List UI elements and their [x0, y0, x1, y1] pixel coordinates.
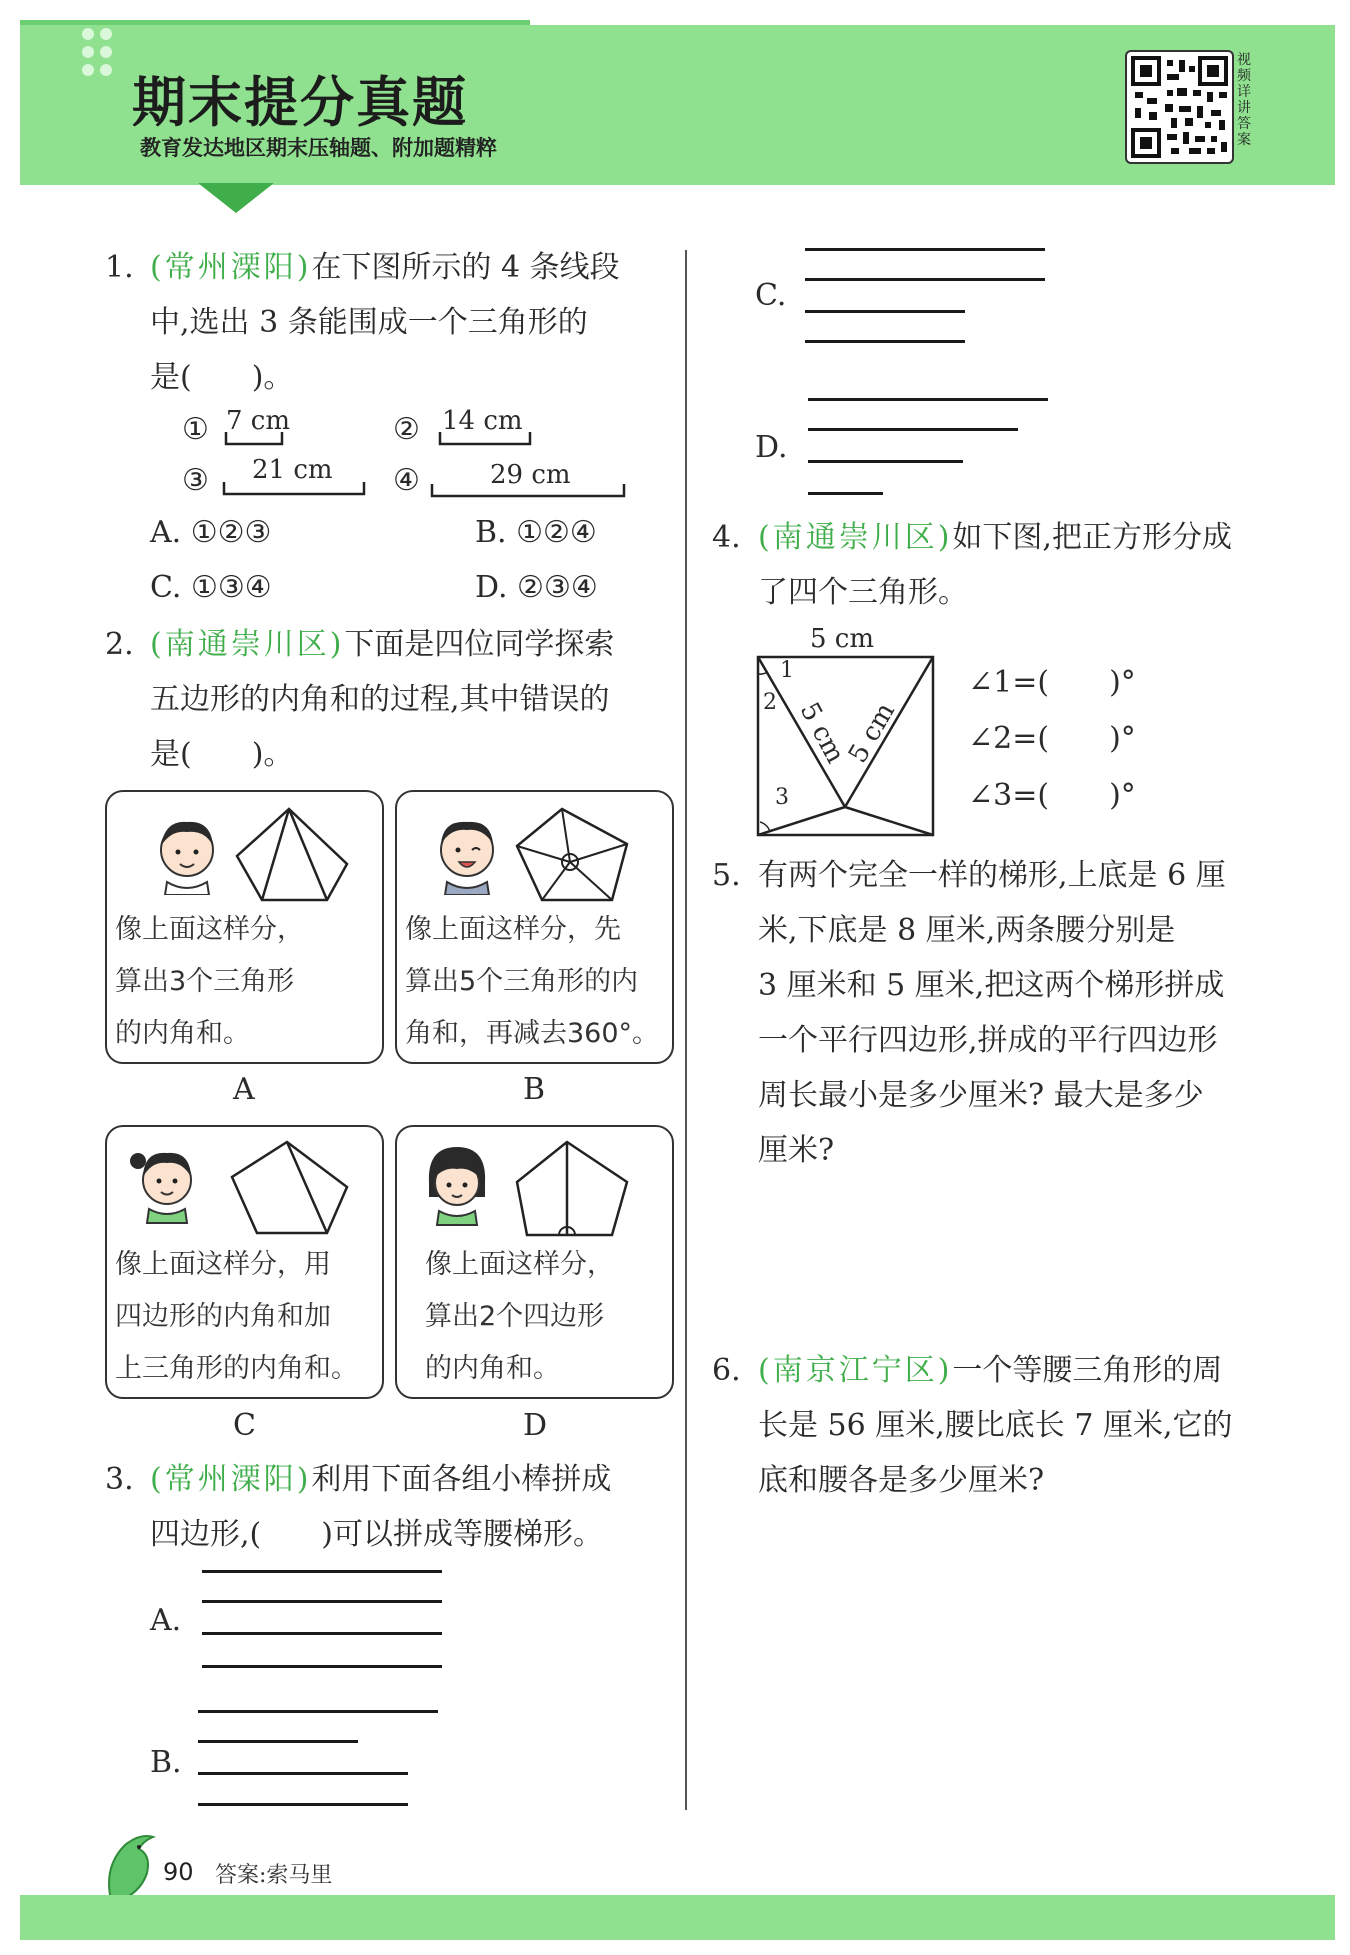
q5-line3: 3 厘米和 5 厘米,把这两个梯形拼成 — [758, 968, 1225, 1003]
q5-line4: 一个平行四边形,拼成的平行四边形 — [758, 1023, 1218, 1058]
q3-option-b[interactable]: B. — [150, 1745, 182, 1780]
card-d-line2: 算出2个四边形 — [425, 1301, 605, 1332]
q3a-stick-2 — [202, 1600, 442, 1603]
segment-3 — [222, 480, 372, 498]
q1-option-c[interactable]: C. ①③④ — [150, 570, 272, 605]
q6-source: (南京江宁区) — [758, 1353, 953, 1388]
segment-1 — [224, 430, 294, 448]
q3d-stick-1 — [808, 398, 1048, 401]
q3a-stick-1 — [202, 1570, 442, 1573]
segment-mark-2: ② — [393, 412, 420, 447]
card-a-line2: 算出3个三角形 — [115, 966, 295, 997]
card-c-line1: 像上面这样分，用 — [115, 1249, 331, 1280]
qr-code-icon — [1127, 52, 1232, 162]
q4-source: (南通崇川区) — [758, 520, 953, 555]
pentagon-b — [512, 804, 642, 904]
card-b[interactable] — [395, 790, 674, 1064]
page-number: 90 — [163, 1858, 194, 1886]
page-subtitle: 教育发达地区期末压轴题、附加题精粹 — [140, 136, 497, 160]
q1-text2: 中,选出 3 条能围成一个三角形的 — [150, 305, 588, 340]
q3a-stick-3 — [202, 1632, 442, 1635]
card-a[interactable] — [105, 790, 384, 1064]
card-b-line1: 像上面这样分，先 — [405, 914, 621, 945]
segment-len-1: 7 cm — [226, 406, 291, 436]
q4-line1 — [758, 510, 1232, 565]
card-c-text — [115, 1239, 377, 1395]
card-d-text — [425, 1239, 687, 1395]
card-b-text — [405, 904, 667, 1060]
q4-diag-label-1: 5 cm — [793, 697, 851, 769]
q3-text1: 利用下面各组小棒拼成 — [311, 1462, 612, 1497]
page-title: 期末提分真题 — [132, 71, 468, 134]
q3b-stick-1 — [198, 1710, 438, 1713]
column-divider — [685, 250, 687, 1810]
angle2-answer[interactable]: ∠2=( )° — [968, 721, 1136, 756]
q1-text3: 是( )。 — [150, 360, 294, 395]
card-a-line1: 像上面这样分， — [115, 914, 304, 945]
q3c-stick-2 — [805, 278, 1045, 281]
angle-label-1: 1 — [780, 658, 794, 683]
q3-source: (常州溧阳) — [150, 1462, 312, 1497]
card-c[interactable] — [105, 1125, 384, 1399]
card-a-line3: 的内角和。 — [115, 1018, 250, 1049]
card-b-line3: 角和，再减去360°。 — [405, 1018, 660, 1049]
card-a-text — [115, 904, 377, 1060]
answer-note: 答案:索马里 — [215, 1863, 333, 1888]
q4-side-label: 5 cm — [810, 624, 875, 654]
segment-len-3: 21 cm — [252, 455, 333, 485]
q3d-stick-3 — [808, 460, 963, 463]
qr-caption: 视频详讲答案 — [1237, 52, 1251, 148]
q3-number: 3. — [105, 1462, 134, 1497]
q3b-stick-3 — [198, 1772, 408, 1775]
q3-option-a[interactable]: A. — [150, 1603, 182, 1638]
boy-smile-avatar-icon — [427, 810, 507, 895]
q1-option-a[interactable]: A. ①②③ — [150, 515, 272, 550]
q6-text1: 一个等腰三角形的周 — [952, 1353, 1223, 1388]
card-c-line3: 上三角形的内角和。 — [115, 1353, 358, 1384]
card-b-label: B — [523, 1072, 546, 1107]
q3c-stick-4 — [805, 340, 965, 343]
q3b-stick-2 — [198, 1740, 358, 1743]
q5-line2: 米,下底是 8 厘米,两条腰分别是 — [758, 913, 1176, 948]
q3d-stick-4 — [808, 492, 883, 495]
card-d-line3: 的内角和。 — [425, 1353, 560, 1384]
decor-dots — [82, 28, 122, 78]
footer-bar — [20, 1895, 1335, 1940]
q2-source: (南通崇川区) — [150, 627, 345, 662]
q6-text3: 底和腰各是多少厘米? — [758, 1463, 1045, 1498]
card-d[interactable] — [395, 1125, 674, 1399]
card-a-label: A — [233, 1072, 255, 1107]
q3-line1 — [150, 1452, 611, 1507]
q3c-stick-1 — [805, 248, 1045, 251]
pentagon-c — [227, 1137, 367, 1237]
q3-option-c[interactable]: C. — [755, 278, 787, 313]
girl-avatar-icon — [122, 1135, 212, 1225]
q2-line1 — [150, 617, 614, 672]
banner-notch — [198, 183, 274, 213]
segment-mark-4: ④ — [393, 463, 420, 498]
q5-line5: 周长最小是多少厘米? 最大是多少 — [758, 1078, 1204, 1113]
card-c-label: C — [233, 1408, 256, 1443]
segment-mark-3: ③ — [182, 463, 209, 498]
q4-number: 4. — [712, 520, 741, 555]
q1-option-d[interactable]: D. ②③④ — [475, 570, 598, 605]
segment-mark-1: ① — [182, 412, 209, 447]
angle1-answer[interactable]: ∠1=( )° — [968, 665, 1136, 700]
qr-code[interactable] — [1125, 50, 1234, 164]
q3c-stick-3 — [805, 310, 965, 313]
q5-line1: 有两个完全一样的梯形,上底是 6 厘 — [758, 858, 1226, 893]
segment-2 — [438, 430, 538, 448]
segment-len-4: 29 cm — [490, 460, 571, 490]
q4-text2: 了四个三角形。 — [758, 575, 968, 610]
angle-label-3: 3 — [775, 785, 789, 810]
card-c-line2: 四边形的内角和加 — [115, 1301, 331, 1332]
q4-diag-label-2: 5 cm — [843, 697, 902, 769]
q6-text2: 长是 56 厘米,腰比底长 7 厘米,它的 — [758, 1408, 1233, 1443]
card-d-label: D — [523, 1408, 548, 1443]
angle-label-2: 2 — [763, 690, 777, 715]
q3-text2: 四边形,( )可以拼成等腰梯形。 — [150, 1517, 603, 1552]
q2-text1: 下面是四位同学探索 — [344, 627, 615, 662]
q1-text1: 在下图所示的 4 条线段 — [311, 250, 620, 285]
q1-option-b[interactable]: B. ①②④ — [475, 515, 597, 550]
q5-line6: 厘米? — [758, 1133, 835, 1168]
q2-number: 2. — [105, 627, 134, 662]
girl-bob-avatar-icon — [417, 1137, 497, 1227]
q1-source: (常州溧阳) — [150, 250, 312, 285]
q6-line1 — [758, 1343, 1222, 1398]
q2-text3: 是( )。 — [150, 737, 294, 772]
q5-number: 5. — [712, 858, 741, 893]
angle3-answer[interactable]: ∠3=( )° — [968, 778, 1136, 813]
segment-4 — [430, 482, 630, 500]
card-b-line2: 算出5个三角形的内 — [405, 966, 639, 997]
q6-number: 6. — [712, 1353, 741, 1388]
pentagon-a — [232, 804, 357, 904]
boy-avatar-icon — [147, 810, 227, 895]
card-d-line1: 像上面这样分， — [425, 1249, 614, 1280]
segment-len-2: 14 cm — [442, 406, 523, 436]
q3a-stick-4 — [202, 1665, 442, 1668]
q3-option-d[interactable]: D. — [755, 430, 788, 465]
q1-number: 1. — [105, 250, 134, 285]
q3b-stick-4 — [198, 1803, 408, 1806]
q2-text2: 五边形的内角和的过程,其中错误的 — [150, 682, 610, 717]
q1-line1 — [150, 240, 620, 295]
pentagon-d — [512, 1137, 642, 1239]
q4-text1: 如下图,把正方形分成 — [952, 520, 1232, 555]
q3d-stick-2 — [808, 428, 1018, 431]
